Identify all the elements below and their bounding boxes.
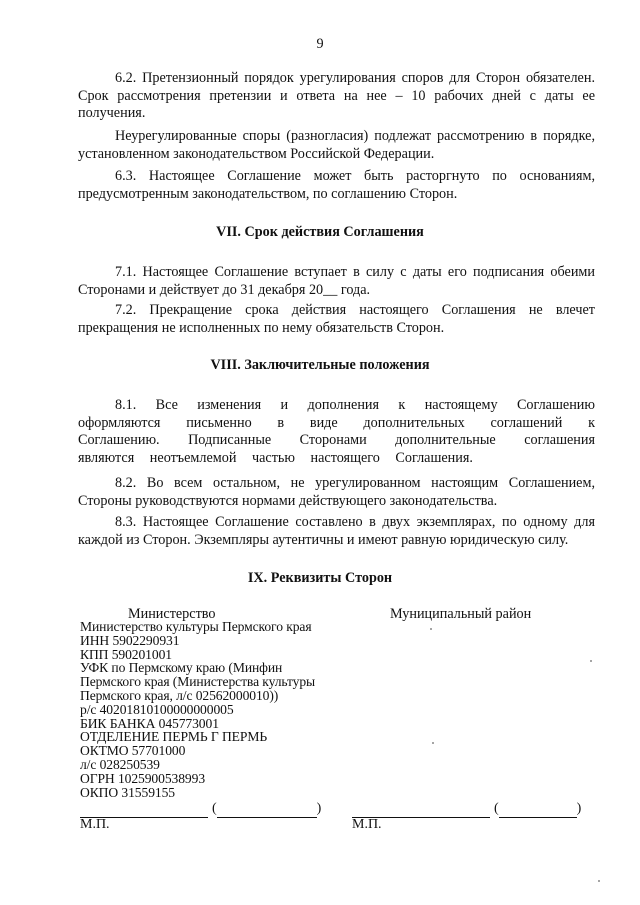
ministry-signature-block: ( ): [80, 800, 321, 818]
paragraph-7-1: 7.1. Настоящее Соглашение вступает в силу с даты его подписания обеими Сторонами и действует до 31 декабря 20__ года.: [78, 264, 595, 298]
requisite-line: л/с 028250539: [80, 756, 160, 772]
municipality-stamp-label: М.П.: [352, 817, 382, 832]
requisite-line: Пермского края, л/с 02562000010)): [80, 687, 279, 703]
paragraph-7-2: 7.2. Прекращение срока действия настоящего Соглашения не влечет прекращения не исполненных по нему обязательств Сторон.: [78, 302, 595, 336]
paragraph-8-3: 8.3. Настоящее Соглашение составлено в двух экземплярах, по одному для каждой из Сторон. Экземпляры аутентичны и имеют равную юридическую силу.: [78, 514, 595, 548]
paragraph-6-3: 6.3. Настоящее Соглашение может быть расторгнуто по основаниям, предусмотренным законодательством, по соглашению Сторон.: [78, 168, 595, 202]
requisite-line: Пермского края (Министерства культуры: [80, 674, 316, 690]
section-9-heading: IX. Реквизиты Сторон: [247, 570, 393, 586]
municipality-column-title: Муниципальный район: [390, 606, 532, 622]
page-number: 9: [316, 36, 324, 52]
section-7-heading: VII. Срок действия Соглашения: [216, 224, 424, 240]
requisite-line: ОТДЕЛЕНИЕ ПЕРМЬ Г ПЕРМЬ: [80, 729, 268, 745]
requisite-line: ОГРН 1025900538993: [80, 770, 206, 786]
requisite-line: р/с 40201810100000000005: [80, 701, 234, 717]
signature-name-line: [217, 803, 317, 818]
paragraph-6-2-continued: Неурегулированные споры (разногласия) подлежат рассмотрению в порядке, установленном законодательством Российской Федерации.: [78, 128, 595, 162]
requisite-line: ОКПО 31559155: [80, 784, 175, 800]
ministry-stamp-label: М.П.: [80, 817, 110, 832]
requisite-line: ИНН 5902290931: [80, 632, 180, 648]
signature-name-line: [499, 803, 577, 818]
requisite-line: УФК по Пермскому краю (Минфин: [80, 660, 283, 676]
ministry-requisites: [80, 620, 380, 799]
scan-speck: [432, 742, 434, 744]
scan-speck: [598, 880, 600, 882]
requisite-line: КПП 590201001: [80, 646, 172, 662]
requisite-line: ОКТМО 57701000: [80, 743, 186, 759]
ministry-column-title: Министерство: [128, 606, 216, 622]
paragraph-8-2: 8.2. Во всем остальном, не урегулированном настоящим Соглашением, Стороны руководствуются нормами действующего законодательства.: [78, 475, 595, 509]
municipality-signature-block: ( ): [352, 800, 581, 818]
paragraph-8-1: 8.1. Все изменения и дополнения к настоящему Соглашению оформляются письменно в виде дополнительных соглашений к Соглашению. Подписанные Сторонами дополнительные соглашения являются неотъемлемой частью настоящего Соглашения.: [78, 397, 595, 466]
section-8-heading: VIII. Заключительные положения: [210, 357, 430, 373]
scan-speck: [590, 660, 592, 662]
scan-speck: [430, 628, 432, 630]
paragraph-6-2: 6.2. Претензионный порядок урегулирования споров для Сторон обязателен. Срок рассмотрения претензии и ответа на нее – 10 рабочих дней с даты ее получения.: [78, 70, 595, 121]
requisite-line: БИК БАНКА 045773001: [80, 715, 219, 731]
requisite-line: Министерство культуры Пермского края: [80, 619, 312, 634]
